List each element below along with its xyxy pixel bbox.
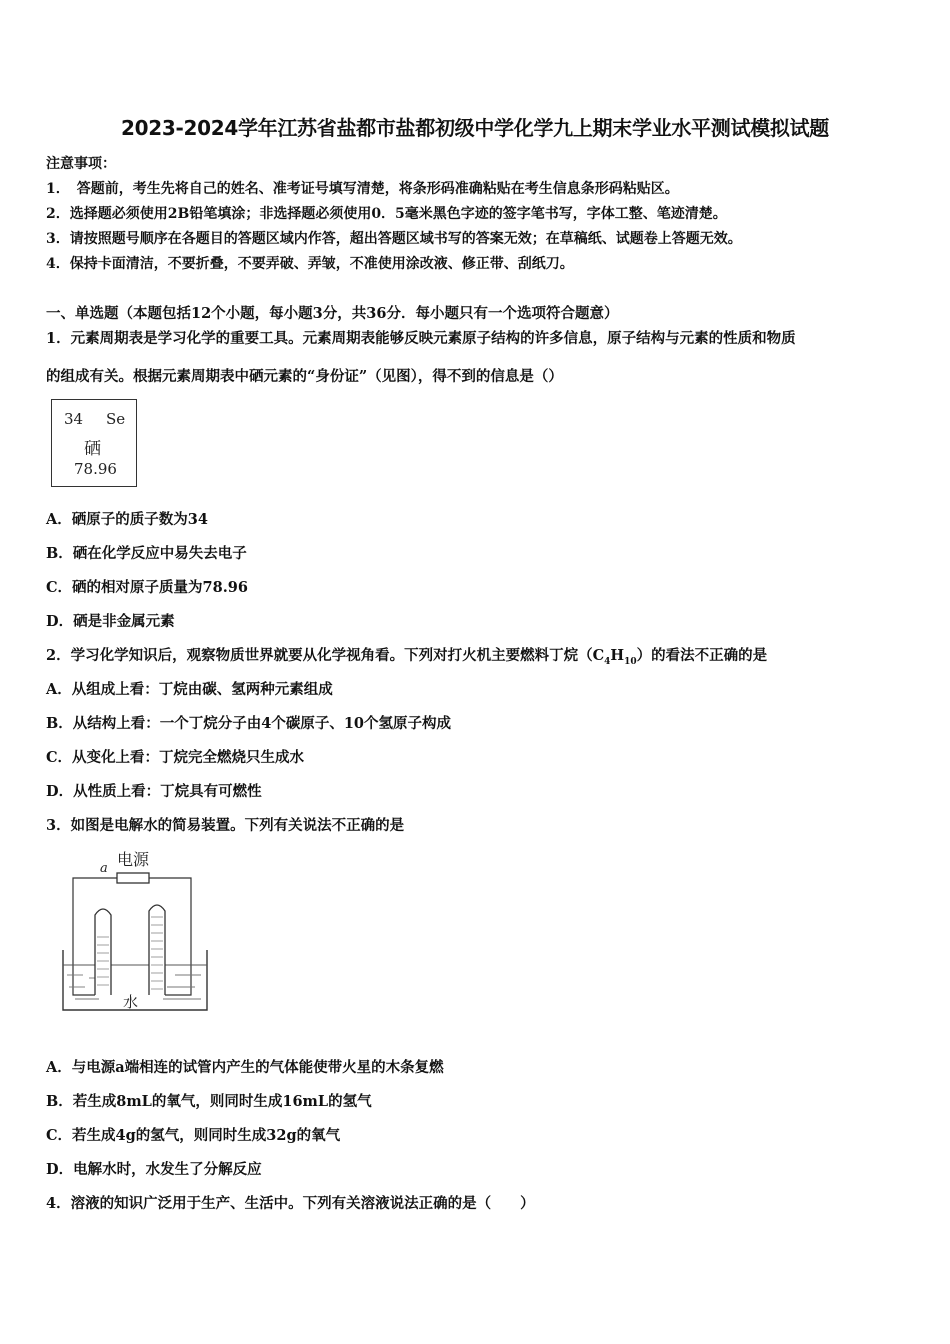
q1-option-b: B．硒在化学反应中易失去电子 xyxy=(46,545,247,562)
notice-heading: 注意事项： xyxy=(46,156,116,172)
q2-sub-hydrogen: 10 xyxy=(624,656,637,667)
q1-stem-line1: 1．元素周期表是学习化学的重要工具。元素周期表能够反映元素原子结构的许多信息，原子结构与元素的性质和物质 xyxy=(46,330,796,347)
notice-item-4: 4．保持卡面清洁，不要折叠，不要弄破、弄皱，不准使用涂改液、修正带、刮纸刀。 xyxy=(46,256,574,272)
q1-option-d: D．硒是非金属元素 xyxy=(46,613,175,630)
element-card-selenium xyxy=(51,399,137,487)
q2-option-c: C．从变化上看：丁烷完全燃烧只生成水 xyxy=(46,749,305,766)
test-tube-a xyxy=(95,909,111,995)
atomic-mass: 78.96 xyxy=(74,460,117,478)
power-label: 电源 xyxy=(117,850,150,869)
notice-item-3: 3．请按照题号顺序在各题目的答题区域内作答，超出答题区域书写的答案无效；在草稿纸、试题卷上答题无效。 xyxy=(46,231,742,247)
q2-option-d: D．从性质上看：丁烷具有可燃性 xyxy=(46,783,262,800)
section-heading: 一、单选题（本题包括12个小题，每小题3分，共36分．每小题只有一个选项符合题意） xyxy=(46,305,619,322)
test-tube-b xyxy=(149,905,165,995)
notice-item-1: 1． 答题前，考生先将自己的姓名、准考证号填写清楚，将条形码准确粘贴在考生信息条形码粘贴区。 xyxy=(46,181,679,197)
q3-option-b: B．若生成8mL的氧气，则同时生成16mL的氢气 xyxy=(46,1093,372,1110)
q3-option-d: D．电解水时，水发生了分解反应 xyxy=(46,1161,262,1178)
q1-option-a: A．硒原子的质子数为34 xyxy=(46,511,208,528)
element-symbol: Se xyxy=(106,410,126,428)
power-source-icon xyxy=(117,873,149,883)
q2-stem xyxy=(46,644,767,667)
page-title: 2023-2024学年江苏省盐都市盐都初级中学化学九上期末学业水平测试模拟试题 xyxy=(121,116,829,140)
element-name: 硒 xyxy=(84,439,101,459)
q2-option-b: B．从结构上看：一个丁烷分子由4个碳原子、10个氢原子构成 xyxy=(46,715,452,732)
q3-option-c: C．若生成4g的氢气，则同时生成32g的氧气 xyxy=(46,1127,341,1144)
atomic-number: 34 xyxy=(64,410,84,428)
q1-stem-line2: 的组成有关。根据元素周期表中硒元素的“身份证”（见图），得不到的信息是（） xyxy=(46,368,563,385)
q3-option-a: A．与电源a端相连的试管内产生的气体能使带火星的木条复燃 xyxy=(46,1059,444,1076)
notice-item-2: 2．选择题必须使用2B铅笔填涂；非选择题必须使用0．5毫米黑色字迹的签字笔书写，字体工整、笔迹清楚。 xyxy=(46,206,727,222)
q2-stem-before: 2．学习化学知识后，观察物质世界就要从化学视角看。下列对打火机主要燃料丁烷（C xyxy=(46,647,605,664)
q2-stem-mid: H xyxy=(610,647,625,664)
q1-option-c: C．硒的相对原子质量为78.96 xyxy=(46,579,248,596)
q2-option-a: A．从组成上看：丁烷由碳、氢两种元素组成 xyxy=(46,681,333,698)
q3-stem: 3．如图是电解水的简易装置。下列有关说法不正确的是 xyxy=(46,817,405,834)
q2-stem-after: ）的看法不正确的是 xyxy=(636,647,768,664)
water-label: 水 xyxy=(123,993,139,1011)
q2-sub-carbon: 4 xyxy=(604,656,611,667)
q4-stem: 4．溶液的知识广泛用于生产、生活中。下列有关溶液说法正确的是（ ） xyxy=(46,1195,535,1212)
electrolysis-diagram xyxy=(55,845,220,1020)
terminal-a-label: a xyxy=(100,861,108,876)
